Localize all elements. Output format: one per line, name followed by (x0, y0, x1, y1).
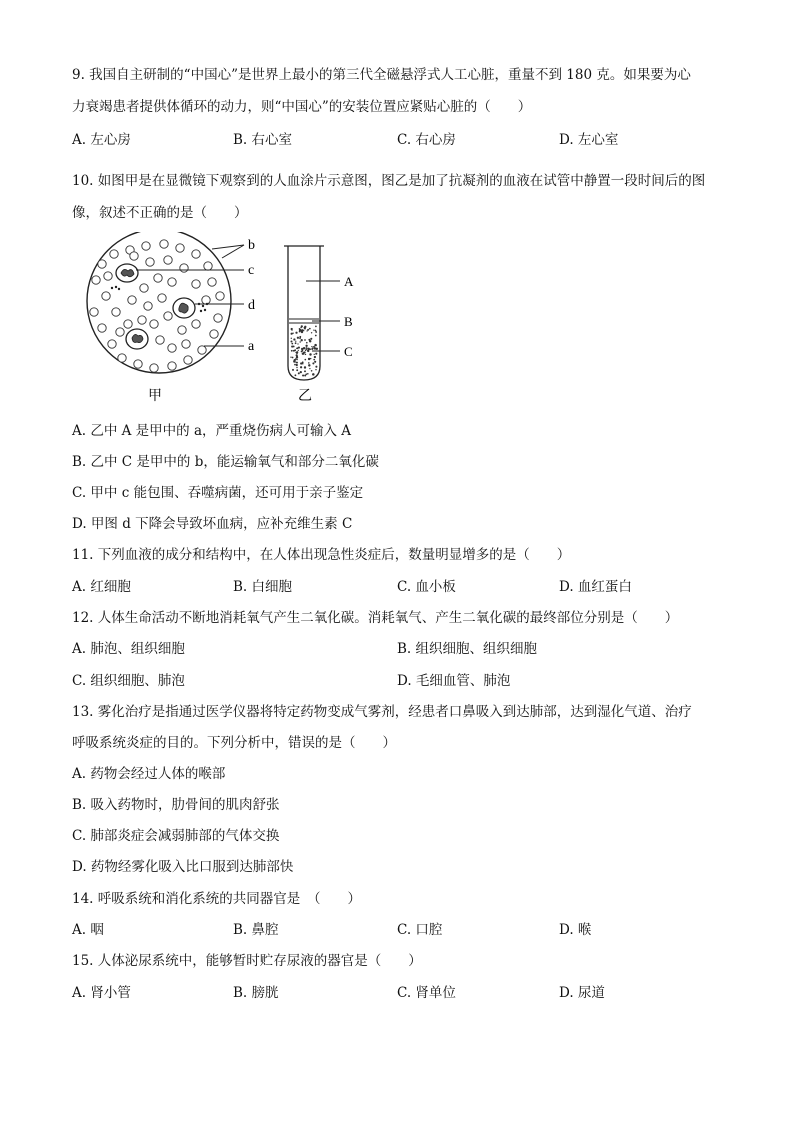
label-c: c (248, 263, 255, 278)
q11-option-c: C. 血小板 (397, 579, 456, 595)
q11-option-d: D. 血红蛋白 (559, 579, 632, 595)
q10-option-a: A. 乙中 A 是甲中的 a，严重烧伤病人可输入 A (72, 423, 352, 439)
sediment-dot (304, 370, 306, 372)
q12-option-c: C. 组织细胞、肺泡 (72, 673, 185, 689)
q9-option-b: B. 右心室 (233, 132, 293, 148)
sediment-dot (306, 373, 308, 375)
label-C: C (344, 344, 353, 359)
red-blood-cell (198, 346, 206, 354)
q13-option-c: C. 肺部炎症会减弱肺部的气体交换 (72, 828, 280, 844)
q13-stem-line2: 呼吸系统炎症的目的。下列分析中，错误的是（ ） (72, 735, 396, 751)
q11-stem: 11. 下列血液的成分和结构中，在人体出现急性炎症后，数量明显增多的是（ ） (72, 547, 571, 563)
q14-option-a: A. 咽 (72, 922, 104, 938)
sediment-dot (301, 351, 303, 353)
label-b: b (248, 238, 255, 253)
sediment-dot (312, 362, 314, 364)
sediment-dot (295, 332, 297, 334)
q15-option-d: D. 尿道 (559, 985, 605, 1001)
red-blood-cell (150, 320, 158, 328)
q14-stem: 14. 呼吸系统和消化系统的共同器官是 （ ） (72, 891, 362, 907)
q12-option-d: D. 毛细血管、肺泡 (397, 673, 511, 689)
q12-stem: 12. 人体生命活动不断地消耗氧气产生二氧化碳。消耗氧气、产生二氧化碳的最终部位分别是（ ） (72, 610, 679, 626)
q11-option-a: A. 红细胞 (72, 579, 131, 595)
sediment-dot (298, 347, 300, 349)
sediment-dot (314, 356, 316, 358)
q15-option-a: A. 肾小管 (72, 985, 131, 1001)
sediment-dot (296, 359, 297, 360)
sediment-dot (299, 341, 300, 342)
sediment-dot (296, 367, 297, 368)
sediment-dot (315, 353, 317, 355)
q13-option-a: A. 药物会经过人体的喉部 (72, 766, 226, 782)
sediment-dot (296, 354, 298, 356)
red-blood-cell (204, 262, 212, 270)
red-blood-cell (156, 336, 164, 344)
q14-option-b: B. 鼻腔 (233, 922, 279, 938)
sediment-dot (315, 335, 317, 337)
red-blood-cell (92, 276, 100, 284)
caption-jia: 甲 (148, 389, 162, 404)
sediment-dot (292, 369, 294, 371)
red-blood-cell (108, 340, 116, 348)
sediment-dot (308, 358, 310, 360)
sediment-dot (304, 339, 306, 341)
sediment-dot (296, 356, 298, 358)
caption-yi: 乙 (298, 389, 312, 404)
q9-stem-line1: 9. 我国自主研制的“中国心”是世界上最小的第三代全磁悬浮式人工心脏，重量不到 180 克。如果要为心 (72, 67, 691, 83)
sediment-dot (291, 328, 293, 330)
sediment-dot (309, 348, 311, 350)
q10-option-c: C. 甲中 c 能包围、吞噬病菌，还可用于亲子鉴定 (72, 485, 364, 501)
sediment-dot (299, 331, 301, 333)
sediment-dot (294, 364, 296, 366)
red-blood-cell (102, 292, 110, 300)
sediment-dot (296, 369, 298, 371)
sediment-dot (303, 352, 305, 354)
sediment-dot (300, 362, 302, 364)
sediment-dot (292, 357, 294, 359)
sediment-dot (300, 371, 302, 373)
sediment-dot (298, 372, 300, 374)
sediment-dot (294, 359, 296, 361)
sediment-dot (301, 348, 303, 350)
white-blood-cell-d (173, 298, 195, 318)
sediment-dot (299, 338, 301, 340)
sediment-dot (314, 361, 316, 363)
red-blood-cell (182, 340, 190, 348)
sediment-dot (306, 347, 308, 349)
sediment-dot (297, 343, 298, 344)
sediment-dot (303, 330, 304, 331)
label-B: B (344, 314, 353, 329)
sediment-dot (306, 342, 308, 344)
sediment-dot (309, 328, 311, 330)
q13-stem-line1: 13. 雾化治疗是指通过医学仪器将特定药物变成气雾剂，经患者口鼻吸入到达肺部，达到湿化气道、治疗 (72, 704, 692, 720)
sediment-dot (312, 373, 315, 376)
sediment-dot (290, 357, 291, 358)
red-blood-cell (144, 302, 152, 310)
sediment-dot (315, 331, 317, 333)
sediment-dot (295, 341, 296, 342)
label-A: A (344, 274, 354, 289)
sediment-dot (314, 344, 317, 347)
q15-option-b: B. 膀胱 (233, 985, 279, 1001)
sediment-dot (313, 329, 314, 330)
red-blood-cell (118, 354, 126, 362)
sediment-dot (304, 366, 306, 368)
sediment-dot (314, 347, 316, 349)
sediment-dot (291, 338, 292, 339)
red-blood-cell (180, 264, 188, 272)
red-blood-cell (168, 278, 176, 286)
sediment-dot (304, 328, 306, 330)
sediment-dot (308, 339, 310, 341)
red-blood-cell (154, 274, 162, 282)
sediment-dot (308, 362, 310, 364)
sediment-dot (293, 346, 295, 348)
red-blood-cell (192, 250, 200, 258)
sediment-dot (298, 350, 299, 351)
red-blood-cell (210, 330, 218, 338)
sediment-dot (291, 333, 293, 335)
red-blood-cell (140, 284, 148, 292)
sediment-dot (292, 333, 293, 334)
sediment-dot (307, 373, 309, 375)
sediment-dot (291, 343, 293, 345)
red-blood-cell (98, 260, 106, 268)
q10-option-b: B. 乙中 C 是甲中的 b，能运输氧气和部分二氧化碳 (72, 454, 379, 470)
red-blood-cell (146, 258, 154, 266)
sediment-dot (304, 326, 306, 328)
q13-option-d: D. 药物经雾化吸入比口服到达肺部快 (72, 859, 294, 875)
sediment-dot (306, 330, 307, 331)
sediment-dot (300, 327, 301, 328)
sediment-dot (302, 361, 304, 363)
sediment-dot (302, 363, 303, 364)
red-blood-cell (134, 360, 142, 368)
blood-figure (72, 232, 392, 410)
q10-stem-line1: 10. 如图甲是在显微镜下观察到的人血涂片示意图，图乙是加了抗凝剂的血液在试管中静置一段时间后的图 (72, 173, 706, 189)
blood-smear-diagram (87, 232, 255, 404)
q12-option-b: B. 组织细胞、组织细胞 (397, 641, 538, 657)
sediment-dot (315, 330, 317, 332)
red-blood-cell (128, 296, 136, 304)
sediment-dot (305, 359, 307, 361)
sediment-dot (313, 359, 315, 361)
sediment-dot (309, 368, 310, 369)
sediment-dot (308, 364, 310, 366)
sediment-dot (293, 350, 295, 352)
red-blood-cell (208, 278, 216, 286)
sediment-dot (306, 349, 307, 350)
red-blood-cell (178, 326, 186, 334)
sediment-dot (305, 354, 306, 355)
red-blood-cell (124, 320, 132, 328)
sediment-dot (296, 362, 297, 363)
red-blood-cell (158, 294, 166, 302)
white-blood-cell-c (116, 264, 138, 282)
blood-figure-svg (72, 232, 392, 410)
sediment-dot (290, 340, 292, 342)
red-blood-cell (168, 362, 176, 370)
q10-stem-line2: 像，叙述不正确的是（ ） (72, 205, 248, 221)
red-blood-cell (110, 250, 118, 258)
red-blood-cell (184, 356, 192, 364)
red-blood-cell (160, 240, 168, 248)
red-blood-cell (192, 280, 200, 288)
red-blood-cell (214, 314, 222, 322)
q9-option-a: A. 左心房 (72, 132, 131, 148)
red-blood-cell (164, 312, 172, 320)
q15-option-c: C. 肾单位 (397, 985, 456, 1001)
sediment-dot (311, 370, 313, 372)
sediment-dot (299, 328, 301, 330)
q10-option-d: D. 甲图 d 下降会导致坏血病，应补充维生素 C (72, 516, 353, 532)
sediment-dot (291, 350, 293, 352)
red-blood-cell (112, 308, 120, 316)
sediment-dot (305, 345, 307, 347)
red-blood-cell (192, 320, 200, 328)
label-d: d (248, 298, 255, 313)
red-blood-cell (164, 256, 172, 264)
test-tube-outline (288, 246, 320, 380)
q14-option-d: D. 喉 (559, 922, 592, 938)
q12-option-a: A. 肺泡、组织细胞 (72, 641, 185, 657)
sediment-dot (315, 369, 316, 370)
sediment-dot (302, 374, 304, 376)
red-blood-cell (142, 242, 150, 250)
white-blood-cell-lower (126, 329, 148, 349)
q11-option-b: B. 白细胞 (233, 579, 293, 595)
sediment-dot (310, 338, 312, 340)
sediment-dot (311, 346, 312, 347)
sediment-dot (309, 353, 311, 355)
red-blood-cell (202, 296, 210, 304)
sediment-dot (297, 337, 299, 339)
sediment-dot (311, 348, 313, 350)
red-blood-cell (90, 308, 98, 316)
red-blood-cell (168, 344, 176, 352)
red-blood-cell (98, 324, 106, 332)
red-blood-cell (116, 328, 124, 336)
sediment-dot (301, 340, 302, 341)
sediment-dot (294, 374, 296, 376)
sediment-dot (315, 326, 317, 328)
sediment-dot (314, 354, 315, 355)
sediment-dot (296, 351, 298, 353)
red-blood-cell (138, 316, 146, 324)
q9-option-c: C. 右心房 (397, 132, 456, 148)
red-blood-cell (130, 252, 138, 260)
red-blood-cell (150, 364, 158, 372)
sediment-dot (296, 348, 297, 349)
sediment-dot (293, 338, 295, 340)
sediment-dot (296, 364, 298, 366)
red-blood-cell (216, 292, 224, 300)
sediment-dot (300, 366, 302, 368)
q9-option-d: D. 左心室 (559, 132, 619, 148)
test-tube-diagram (284, 246, 354, 404)
q15-stem: 15. 人体泌尿系统中，能够暂时贮存尿液的器官是（ ） (72, 953, 422, 969)
label-a: a (248, 339, 255, 354)
red-blood-cell (176, 244, 184, 252)
q9-stem-line2: 力衰竭患者提供体循环的动力，则“中国心”的安装位置应紧贴心脏的（ ） (72, 99, 532, 115)
sediment-dot (311, 332, 312, 333)
q14-option-c: C. 口腔 (397, 922, 443, 938)
sediment-dot (295, 342, 297, 344)
q13-option-b: B. 吸入药物时，肋骨间的肌肉舒张 (72, 797, 280, 813)
sediment-dot (315, 366, 317, 368)
red-blood-cell (104, 272, 112, 280)
